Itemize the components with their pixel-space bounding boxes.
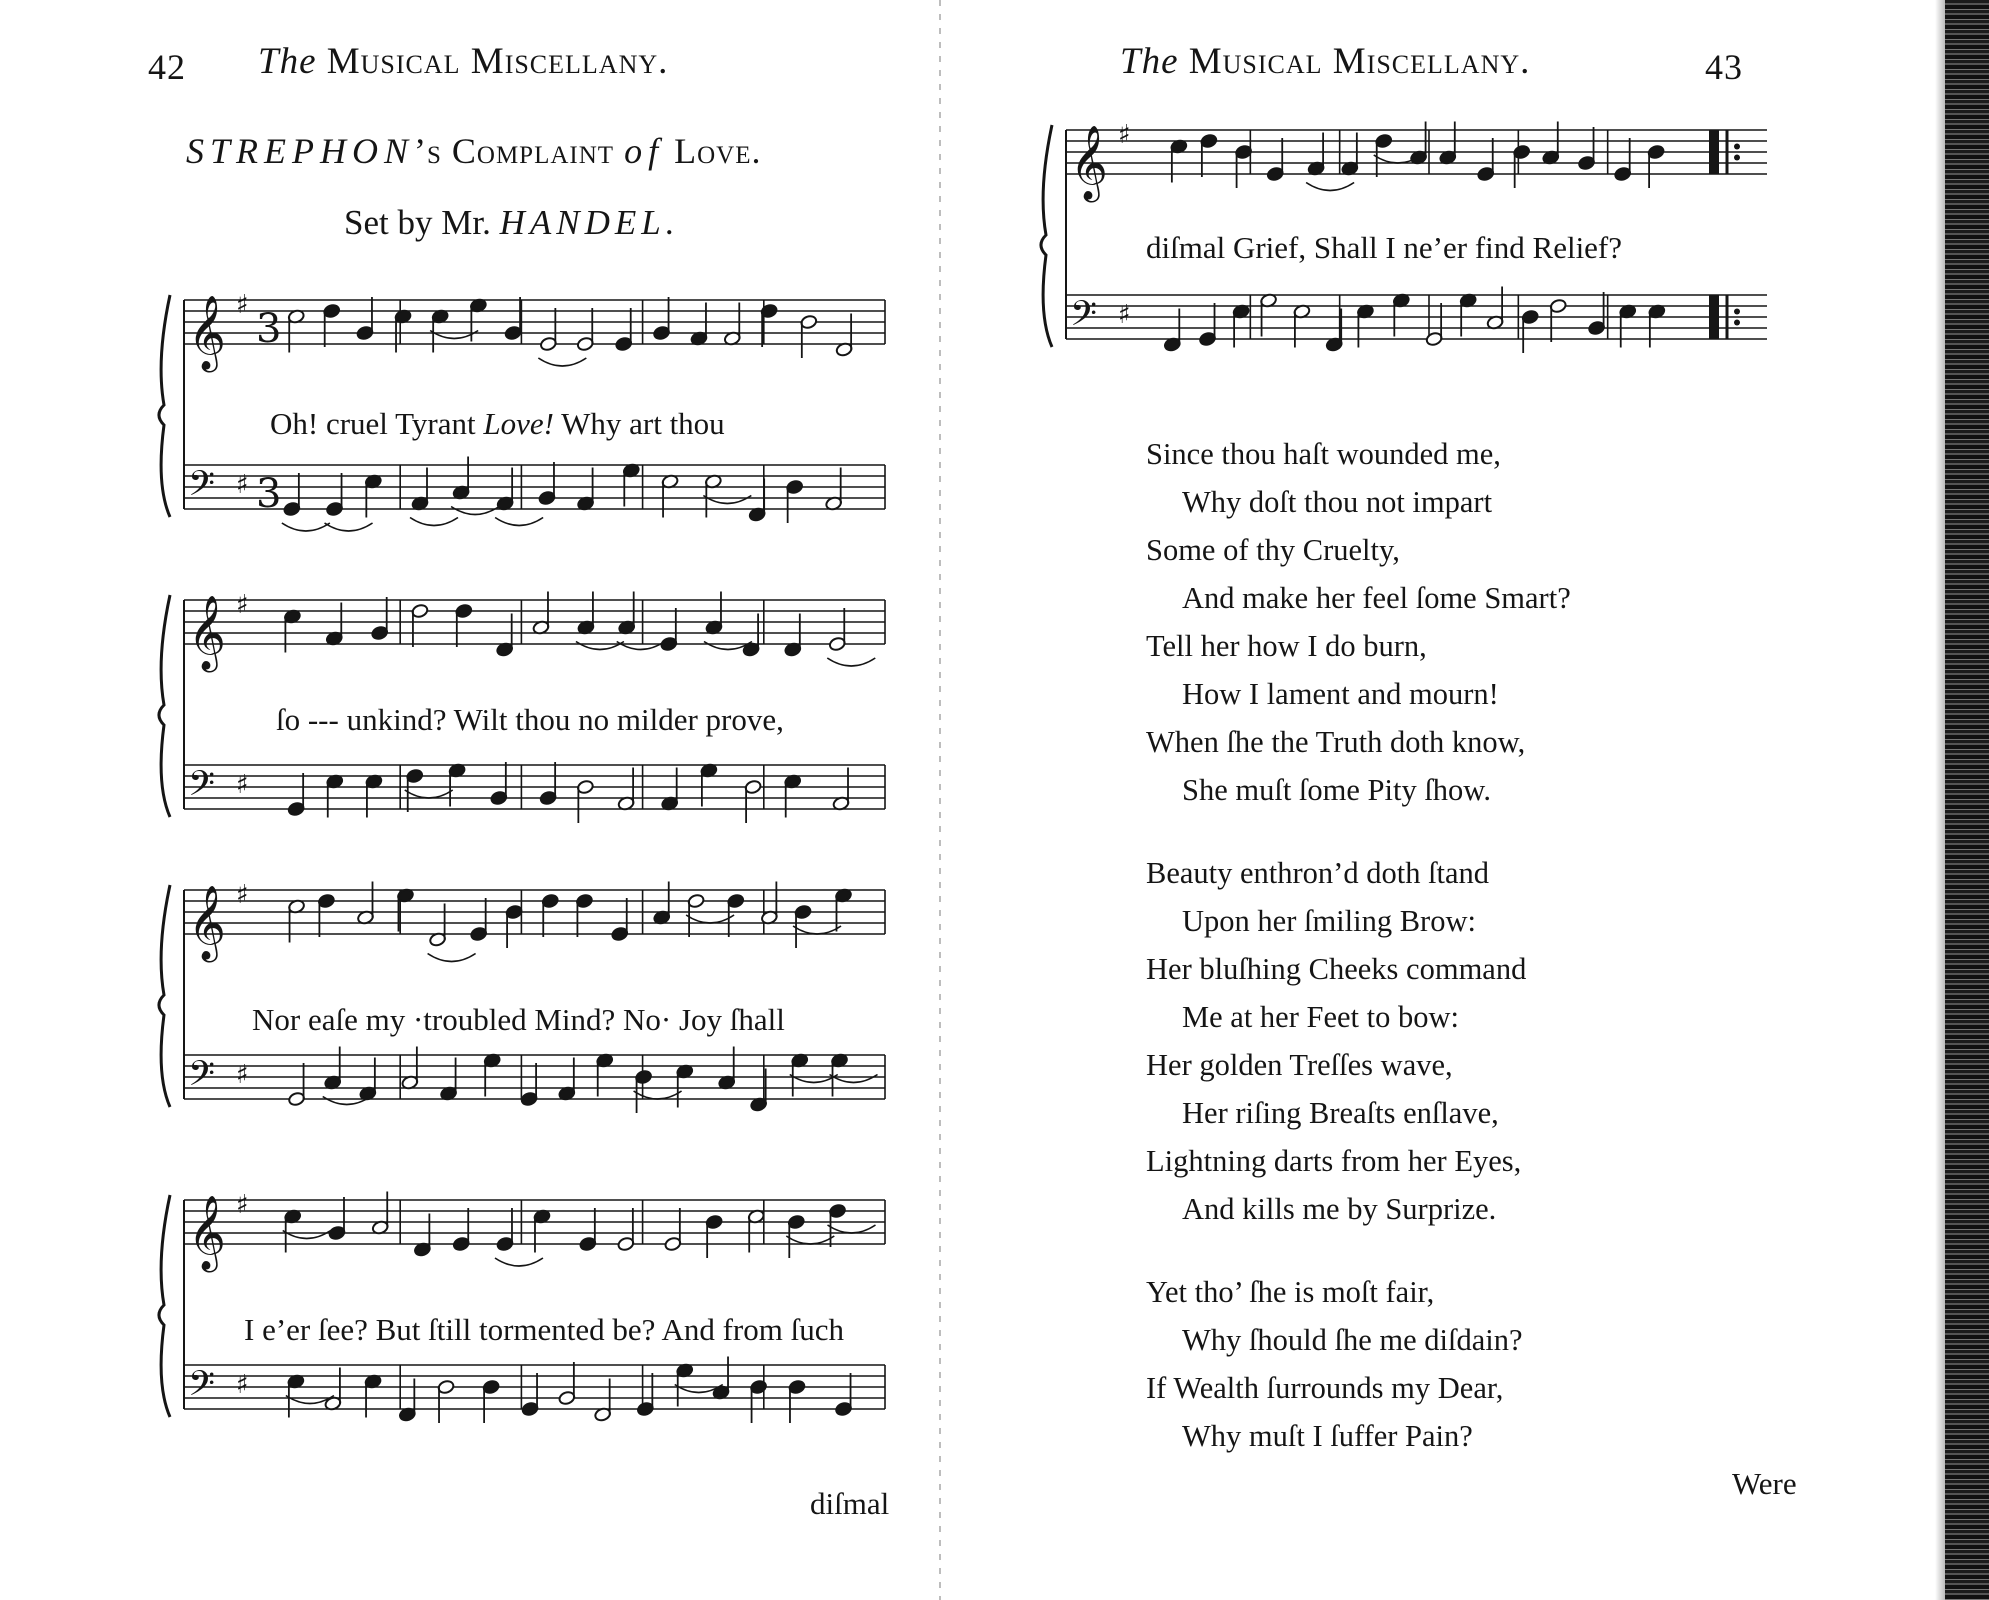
time-signature: 3: [256, 471, 282, 517]
sharp-key-signature-icon: ♯: [236, 1370, 249, 1400]
left-catchword: diſmal: [810, 1486, 890, 1521]
system-4-lyric: I e’er ſee? But ſtill tormented be? And from ſuch: [244, 1312, 844, 1347]
time-signature: 3: [256, 306, 282, 352]
poem-line: How I lament and mourn!: [1182, 677, 1499, 711]
poem-line: Lightning darts from her Eyes,: [1146, 1144, 1522, 1178]
right-running-title: [1120, 40, 1530, 83]
treble-clef-icon: 𝄞: [188, 596, 226, 670]
treble-clef-icon: 𝄞: [1070, 126, 1108, 200]
system-brace: [159, 595, 170, 817]
slur: [1306, 183, 1354, 191]
poem-line: Tell her how I do burn,: [1146, 629, 1427, 663]
final-barline-thick: [1709, 295, 1719, 339]
slur: [828, 1225, 876, 1233]
poem-line: When ſhe the Truth doth know,: [1146, 725, 1526, 759]
sharp-key-signature-icon: ♯: [236, 1190, 249, 1220]
final-barline-thick: [1709, 130, 1719, 174]
system-3-lyric: Nor eaſe my ·troubled Mind? No· Joy ſhall: [252, 1002, 785, 1037]
left-running-title: [258, 40, 668, 83]
repeat-dot: [1734, 309, 1740, 315]
song-title: [186, 130, 761, 172]
slur: [793, 926, 841, 934]
poem-line: Her bluſhing Cheeks command: [1146, 952, 1527, 986]
sharp-key-signature-icon: ♯: [236, 470, 249, 500]
system-5-lyric: diſmal Grief, Shall I ne’er find Relief?: [1146, 230, 1623, 265]
slur: [827, 658, 875, 666]
poem-line: And kills me by Surprize.: [1182, 1192, 1497, 1226]
song-title-of: of: [624, 131, 665, 171]
slur: [634, 1091, 682, 1099]
slur: [538, 358, 586, 366]
system-brace: [159, 295, 170, 517]
right-catchword: Were: [1732, 1466, 1797, 1501]
poem-line: She muſt ſome Pity ſhow.: [1182, 773, 1491, 807]
slur: [451, 507, 499, 515]
bass-clef-icon: 𝄢: [188, 463, 216, 512]
slur: [325, 523, 373, 531]
bass-clef-icon: 𝄢: [188, 1363, 216, 1412]
slur: [282, 523, 330, 531]
poem-line: Some of thy Cruelty,: [1146, 533, 1400, 567]
composer-name: HANDEL.: [499, 203, 680, 242]
running-title-article: The: [1120, 41, 1179, 82]
lyric-part: Why art thou: [553, 406, 725, 441]
poem-text: [1146, 430, 1571, 1495]
slur: [576, 642, 624, 650]
running-title-main: Musical Miscellany.: [326, 41, 669, 82]
lyric-part: Oh! cruel Tyrant: [270, 406, 484, 441]
lyric-emphasis: Love!: [483, 406, 554, 441]
treble-clef-icon: 𝄞: [188, 886, 226, 960]
repeat-dot: [1734, 155, 1740, 161]
slur: [410, 518, 458, 526]
poem-line: Beauty enthron’d doth ſtand: [1146, 856, 1490, 890]
sharp-key-signature-icon: ♯: [1118, 120, 1131, 150]
song-title-end: Love.: [664, 131, 762, 171]
poem-line: Her golden Treſſes wave,: [1146, 1048, 1453, 1082]
slur: [495, 518, 543, 526]
song-title-name: STREPHON: [186, 131, 414, 171]
sharp-key-signature-icon: ♯: [236, 1060, 249, 1090]
sharp-key-signature-icon: ♯: [236, 770, 249, 800]
repeat-dot: [1734, 320, 1740, 326]
poem-line: Upon her ſmiling Brow:: [1182, 904, 1476, 938]
song-title-rest: ’s Complaint: [414, 131, 625, 171]
poem-line: Why doſt thou not impart: [1182, 485, 1493, 519]
poem-line: And make her feel ſome Smart?: [1182, 581, 1571, 615]
poem-line: If Wealth ſurrounds my Dear,: [1146, 1371, 1504, 1405]
running-title-main: Musical Miscellany.: [1188, 41, 1531, 82]
repeat-dot: [1734, 144, 1740, 150]
system-brace: [1041, 125, 1052, 347]
slur: [405, 790, 453, 798]
slur: [703, 496, 751, 504]
bass-clef-icon: 𝄢: [188, 1053, 216, 1102]
slur: [428, 954, 476, 962]
left-page-number: 42: [148, 47, 186, 87]
stanza: [1146, 849, 1571, 1233]
slur: [495, 1258, 543, 1266]
bass-clef-icon: 𝄢: [1070, 293, 1098, 342]
treble-clef-icon: 𝄞: [188, 1196, 226, 1270]
sharp-key-signature-icon: ♯: [236, 880, 249, 910]
treble-clef-icon: 𝄞: [188, 296, 226, 370]
slur: [786, 1236, 834, 1244]
sharp-key-signature-icon: ♯: [1118, 300, 1131, 330]
system-1-lyric: [270, 406, 725, 442]
slur: [283, 1231, 331, 1239]
right-page-number: 43: [1705, 47, 1743, 87]
system-2-lyric: ſo --- unkind? Wilt thou no milder prove,: [276, 702, 784, 737]
poem-line: Since thou haſt wounded me,: [1146, 437, 1501, 471]
system-brace: [159, 1195, 170, 1417]
system-brace: [159, 885, 170, 1107]
poem-line: Me at her Feet to bow:: [1182, 1000, 1459, 1034]
sharp-key-signature-icon: ♯: [236, 290, 249, 320]
poem-line: Yet tho’ ſhe is moſt fair,: [1146, 1275, 1435, 1309]
sharp-key-signature-icon: ♯: [236, 590, 249, 620]
stanza: [1146, 1268, 1571, 1460]
running-title-article: The: [258, 41, 317, 82]
left-page: [0, 0, 960, 1600]
poem-line: Why ſhould ſhe me diſdain?: [1182, 1323, 1523, 1357]
poem-line: Her riſing Breaſts enſlave,: [1182, 1096, 1499, 1130]
slur: [617, 642, 665, 650]
composer-credit: [344, 203, 679, 243]
slur: [686, 915, 734, 923]
bass-clef-icon: 𝄢: [188, 763, 216, 812]
poem-line: Why muſt I ſuffer Pain?: [1182, 1419, 1473, 1453]
composer-prefix: Set by Mr.: [344, 203, 500, 242]
stanza: [1146, 430, 1571, 814]
